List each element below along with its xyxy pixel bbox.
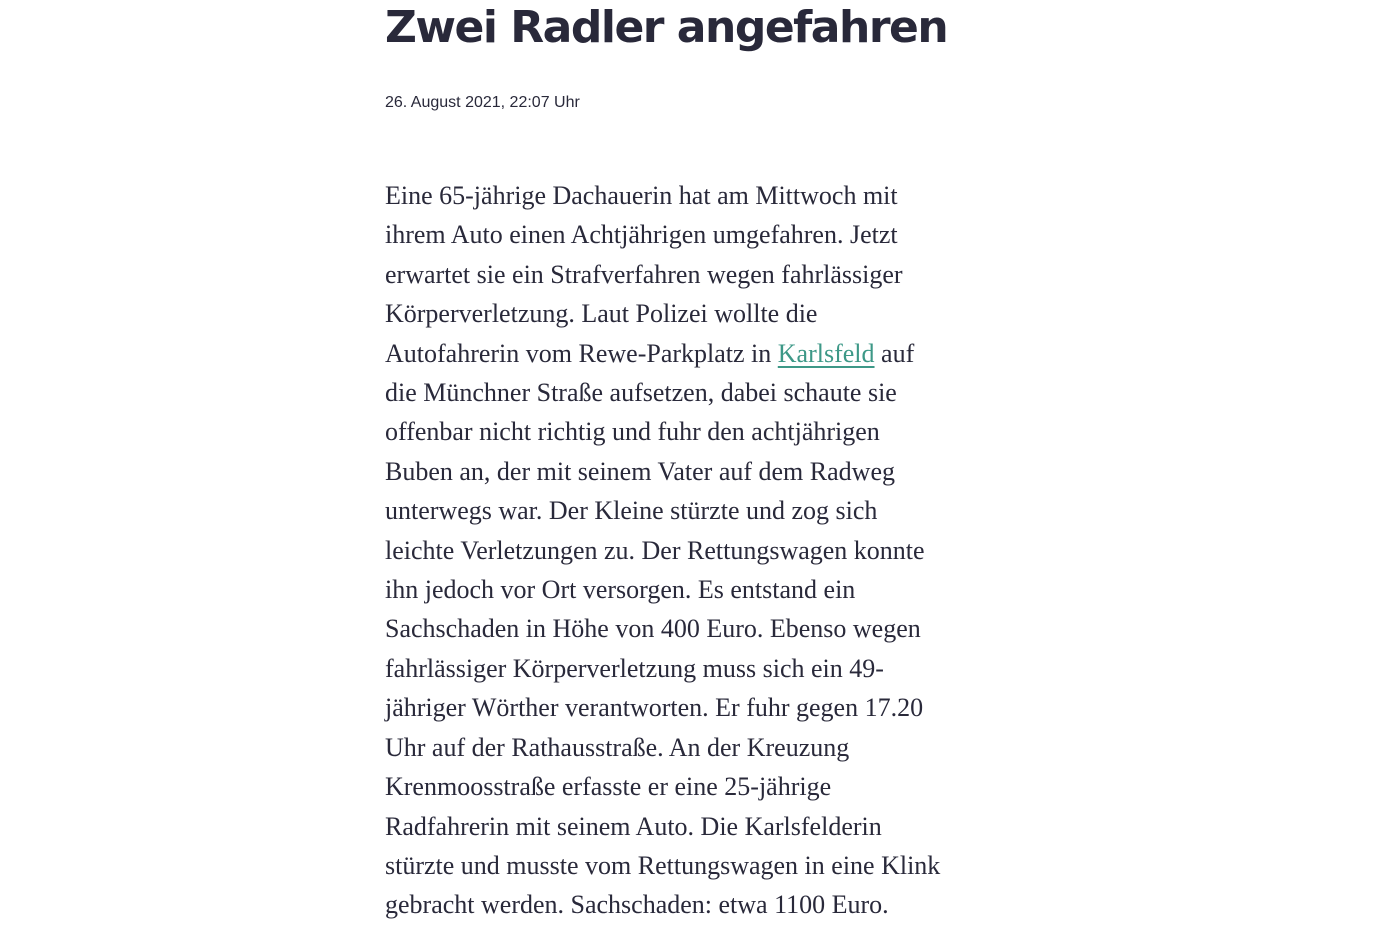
dateline: 26. August 2021, 22:07 Uhr [385, 94, 580, 111]
body-line: Radfahrerin mit seinem Auto. Die Karlsfelderin [385, 811, 882, 841]
body-line: Uhr auf der Rathausstraße. An der Kreuzung [385, 732, 850, 762]
body-line: ihn jedoch vor Ort versorgen. Es entstand ein [385, 575, 856, 605]
body-line-text: auf [874, 338, 915, 368]
body-line: gebracht werden. Sachschaden: etwa 1100 Euro. [385, 890, 889, 920]
body-line: unterwegs war. Der Kleine stürzte und zog sich [385, 496, 878, 526]
body-line: offenbar nicht richtig und fuhr den achtjährigen [385, 417, 880, 447]
body-line: Krenmoosstraße erfasste er eine 25-jährige [385, 772, 832, 802]
body-line: fahrlässiger Körperverletzung muss sich ein 49- [385, 653, 884, 683]
headline: Zwei Radler angefahren [385, 2, 948, 53]
body-line: Eine 65-jährige Dachauerin hat am Mittwoch mit [385, 181, 898, 210]
karlsfeld-link[interactable]: Karlsfeld [777, 338, 875, 368]
body-line-text: Autofahrerin vom Rewe-Parkplatz in [385, 338, 778, 368]
body-line: erwartet sie ein Strafverfahren wegen fahrlässiger [385, 259, 903, 289]
body-line: jähriger Wörther verantworten. Er fuhr gegen 17.20 [385, 693, 924, 723]
body-line: ihrem Auto einen Achtjährigen umgefahren. Jetzt [385, 220, 898, 250]
body-line: leichte Verletzungen zu. Der Rettungswagen konnte [385, 535, 925, 565]
body-line: Körperverletzung. Laut Polizei wollte die [385, 299, 818, 329]
body-line: die Münchner Straße aufsetzen, dabei schaute sie [385, 378, 897, 408]
body-line: Buben an, der mit seinem Vater auf dem Radweg [385, 456, 895, 486]
article-body [385, 176, 1025, 925]
body-line: Sachschaden in Höhe von 400 Euro. Ebenso wegen [385, 614, 921, 644]
body-line: stürzte und musste vom Rettungswagen in eine Klink [385, 850, 941, 880]
body-line-with-link [385, 334, 1025, 373]
